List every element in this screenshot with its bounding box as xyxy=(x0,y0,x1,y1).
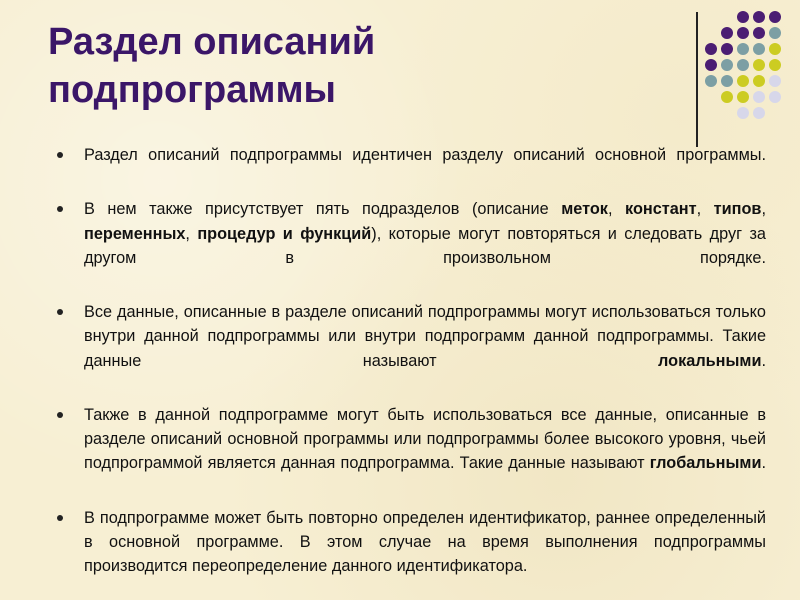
lime-dot xyxy=(721,91,733,103)
bullet-text: В подпрограмме может быть повторно определен идентификатор, раннее определенный в основной программе. В этом случае на время выполнения подпрограммы производится переопределение данного идентификатора. xyxy=(84,508,766,576)
bold-term: локальными xyxy=(658,351,762,370)
bold-term: констант xyxy=(625,200,697,219)
bullet-item xyxy=(54,197,766,294)
lime-dot xyxy=(753,75,765,87)
bullet-text: . xyxy=(761,351,766,370)
lime-dot xyxy=(769,43,781,55)
teal-dot xyxy=(721,75,733,87)
bullet-text: Раздел описаний подпрограммы идентичен разделу описаний основной программы. xyxy=(84,146,766,164)
bullet-text: . xyxy=(761,454,766,473)
bold-term: глобальными xyxy=(649,454,762,473)
teal-dot xyxy=(705,75,717,87)
lime-dot xyxy=(737,91,749,103)
bullet-icon xyxy=(57,412,63,418)
teal-dot xyxy=(737,59,749,71)
teal-dot xyxy=(769,27,781,39)
lavender-dot xyxy=(769,75,781,87)
bold-term: типов xyxy=(713,200,762,219)
purple-dot xyxy=(705,59,717,71)
purple-dot xyxy=(721,27,733,39)
empty-dot-cell xyxy=(705,107,717,119)
lime-dot xyxy=(769,59,781,71)
lavender-dot xyxy=(753,107,765,119)
bullet-text: , xyxy=(607,200,626,219)
purple-dot xyxy=(737,11,749,23)
empty-dot-cell xyxy=(705,11,717,23)
bullet-text: , xyxy=(761,200,766,219)
empty-dot-cell xyxy=(721,107,733,119)
teal-dot xyxy=(721,59,733,71)
bullet-item xyxy=(54,300,766,397)
bullet-text: ), которые могут повторяться и следовать друг за другом в произвольном порядке. xyxy=(84,224,766,267)
bullet-item xyxy=(54,403,766,500)
bullet-list xyxy=(54,143,766,584)
lavender-dot xyxy=(753,91,765,103)
lime-dot xyxy=(737,75,749,87)
bullet-icon xyxy=(57,309,63,315)
bullet-icon xyxy=(57,206,63,212)
empty-dot-cell xyxy=(721,11,733,23)
decorative-vertical-line xyxy=(696,12,698,147)
bullet-text: , xyxy=(185,224,198,243)
purple-dot xyxy=(753,11,765,23)
purple-dot xyxy=(769,11,781,23)
lavender-dot xyxy=(769,91,781,103)
lavender-dot xyxy=(737,107,749,119)
slide-title xyxy=(48,18,568,114)
purple-dot xyxy=(705,43,717,55)
bullet-text: В нем также присутствует пять подразделов (описание xyxy=(84,200,562,219)
purple-dot xyxy=(721,43,733,55)
bullet-icon xyxy=(57,515,63,521)
teal-dot xyxy=(753,43,765,55)
teal-dot xyxy=(737,43,749,55)
bold-term: меток xyxy=(561,200,608,219)
empty-dot-cell xyxy=(705,91,717,103)
bullet-item xyxy=(54,506,766,579)
empty-dot-cell xyxy=(769,107,781,119)
slide-title-line1: Раздел описаний xyxy=(48,21,376,63)
bullet-text: , xyxy=(696,200,714,219)
bullet-icon xyxy=(57,152,63,158)
purple-dot xyxy=(737,27,749,39)
lime-dot xyxy=(753,59,765,71)
bold-term: переменных xyxy=(84,224,186,243)
decorative-dot-grid xyxy=(705,11,781,119)
empty-dot-cell xyxy=(705,27,717,39)
bullet-text: Также в данной подпрограмме могут быть использоваться все данные, описанные в разделе описаний основной программы или подпрограммы более высокого уровня, чьей подпрограммой является данная подпрограмма. Такие данные называют xyxy=(84,406,766,473)
purple-dot xyxy=(753,27,765,39)
bullet-item xyxy=(54,143,766,191)
bold-term: процедур и функций xyxy=(197,224,372,243)
slide-title-line2: подпрограммы xyxy=(48,69,337,111)
bullet-text: Все данные, описанные в разделе описаний подпрограммы могут использоваться только внутри данной подпрограммы или внутри подпрограмм данной подпрограммы. Такие данные называют xyxy=(84,303,766,370)
